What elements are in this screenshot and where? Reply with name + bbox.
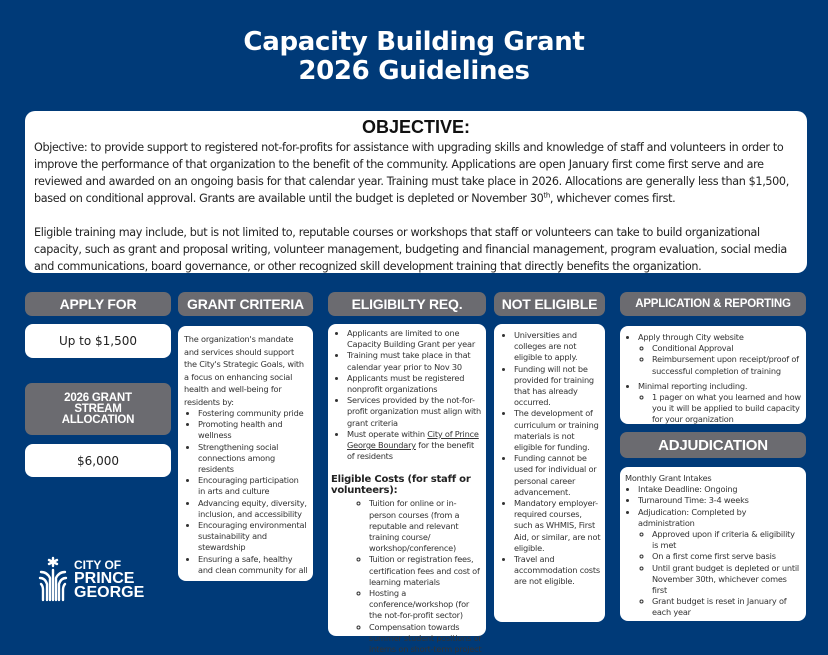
title-line-2: 2026 Guidelines bbox=[298, 56, 530, 86]
city-emblem-icon bbox=[38, 556, 68, 602]
list-item: • Minimal reporting including. ◦ 1 pager on what you learned and how you it will be applied to build capacity for your organization bbox=[638, 381, 802, 426]
application-reporting-list bbox=[622, 332, 802, 426]
eligibility-heading: ELIGIBILTY REQ. bbox=[328, 292, 486, 316]
city-boundary-link[interactable]: City of Prince George Boundary bbox=[347, 428, 479, 451]
grant-criteria-list bbox=[184, 408, 308, 576]
list-item: ◦ Hosting a conference/workshop (for the not-for-profit sector) bbox=[369, 588, 482, 622]
eligibility-list bbox=[331, 328, 482, 462]
list-item: • Funding cannot be used for individual or personal career advancement. bbox=[514, 453, 601, 498]
list-item: • Training must take place in that calendar year prior to Nov 30 bbox=[347, 350, 482, 372]
objective-paragraph-1: Objective: to provide support to registered not-for-profits for assistance with upgrading skills and knowledge of staff and volunteers in order to improve the performance of that organization to the benefit of the community. Applications are open January first come first serve and are reviewed and awarded on an ongoing basis for that calendar year. Training must take place in 2026. Allocations are generally less than $1,500, based on conditional approval. Grants are available until the budget is depleted or November 30th, whichever comes first. bbox=[34, 141, 789, 205]
city-logo bbox=[38, 556, 144, 602]
list-item: ◦ Reimbursement upon receipt/proof of successful completion of training bbox=[652, 354, 802, 376]
list-item: • Strengthening social connections among residents bbox=[198, 442, 308, 476]
list-item: • The development of curriculum or training materials is not eligible for funding. bbox=[514, 408, 601, 453]
apply-for-value: Up to $1,500 bbox=[25, 324, 171, 358]
adjudication-card bbox=[620, 467, 806, 621]
not-eligible-card bbox=[494, 324, 605, 622]
allocation-heading: 2026 GRANT STREAM ALLOCATION bbox=[25, 383, 171, 435]
grant-criteria-intro: The organization's mandate and services should support the City's Strategic Goals, with a focus on enhancing social health and well-being for residents by: bbox=[184, 334, 304, 407]
application-reporting-heading: APPLICATION & REPORTING bbox=[620, 292, 806, 316]
grant-criteria-card bbox=[178, 326, 313, 581]
list-item: ◦ Conditional Approval bbox=[652, 343, 802, 354]
adjudication-heading: ADJUDICATION bbox=[620, 432, 806, 458]
list-item: • Services provided by the not-for-profit organization must align with grant criteria bbox=[347, 395, 482, 429]
objective-paragraph-2: Eligible training may include, but is not limited to, reputable courses or workshops that staff or volunteers can take to build organizational capacity, such as grant and proposal writing, volunteer management, budgeting and financial management, program evaluation, social media and communications, board governance, or other recognized skill development training that directly benefits the organization. bbox=[34, 226, 787, 273]
title-line-1: Capacity Building Grant bbox=[243, 27, 585, 57]
list-item: • Encouraging environmental sustainability and stewardship bbox=[198, 520, 308, 554]
list-item: ◦ Until grant budget is depleted or until November 30th, whichever comes first bbox=[652, 563, 802, 597]
list-item: ◦ Tuition for online or in-person courses (from a reputable and relevant training course/ workshop/conference) bbox=[369, 498, 482, 554]
list-item: • Mandatory employer-required courses, such as WHMIS, First Aid, or similar, are not eligible. bbox=[514, 498, 601, 554]
adjudication-list bbox=[625, 484, 802, 618]
list-item: • Apply through City website ◦ Conditional Approval ◦ Reimbursement upon receipt/proof of successful completion of training bbox=[638, 332, 802, 377]
list-item: • Applicants are limited to one Capacity Building Grant per year bbox=[347, 328, 482, 350]
list-item: ◦ Tuition or registration fees, certification fees and cost of learning materials bbox=[369, 554, 482, 588]
list-item: • Funding will not be provided for training that has already occurred. bbox=[514, 364, 601, 409]
list-item: • Intake Deadline: Ongoing bbox=[638, 484, 802, 495]
list-item: ◦ Grant budget is reset in January of each year bbox=[652, 596, 802, 618]
not-eligible-heading: NOT ELIGIBLE bbox=[494, 292, 605, 316]
eligibility-card bbox=[328, 324, 486, 655]
list-item: ◦ On a first come first serve basis bbox=[652, 551, 802, 562]
list-item: • Ensuring a safe, healthy and clean community for all bbox=[198, 554, 308, 576]
eligible-costs-heading: Eligible Costs (for staff or volunteers): bbox=[331, 474, 471, 497]
list-item: • Travel and accommodation costs are not eligible. bbox=[514, 554, 601, 588]
list-item: ◦ 1 pager on what you learned and how you it will be applied to build capacity for your organization bbox=[652, 392, 802, 426]
list-item: • Applicants must be registered nonprofit organizations bbox=[347, 373, 482, 395]
list-item: ◦ Approved upon if criteria & eligibility is met bbox=[652, 529, 802, 551]
grant-criteria-heading: GRANT CRITERIA bbox=[178, 292, 313, 316]
list-item: • Must operate within City of Prince George Boundary for the benefit of residents bbox=[347, 429, 482, 463]
list-item: • Adjudication: Completed by administration ◦ Approved upon if criteria & eligibility is met ◦ On a first come first serve basis ◦ Until grant budget is depleted or until November 30th, whichever comes first ◦ Grant budget is reset in January of each year bbox=[638, 507, 802, 619]
city-logo-text: CITY OF PRINCE GEORGE bbox=[74, 558, 145, 601]
application-reporting-card bbox=[620, 326, 806, 424]
objective-heading: OBJECTIVE: bbox=[361, 117, 471, 137]
allocation-value: $6,000 bbox=[25, 444, 171, 477]
not-eligible-list bbox=[496, 330, 601, 588]
list-item: • Advancing equity, diversity, inclusion, and accessibility bbox=[198, 498, 308, 520]
page-title bbox=[0, 28, 828, 86]
list-item: • Fostering community pride bbox=[198, 408, 308, 419]
list-item: • Encouraging participation in arts and culture bbox=[198, 475, 308, 497]
adjudication-intro: Monthly Grant Intakes bbox=[625, 473, 712, 483]
list-item: • Turnaround Time: 3-4 weeks bbox=[638, 495, 802, 506]
eligible-costs-list bbox=[331, 498, 482, 655]
apply-for-heading: APPLY FOR bbox=[25, 292, 171, 316]
list-item: • Universities and colleges are not eligible to apply. bbox=[514, 330, 601, 364]
objective-card bbox=[25, 111, 807, 273]
list-item: • Promoting health and wellness bbox=[198, 419, 308, 441]
list-item: ◦ Compensation towards summer student positions or interns on short-term project bbox=[369, 622, 482, 655]
